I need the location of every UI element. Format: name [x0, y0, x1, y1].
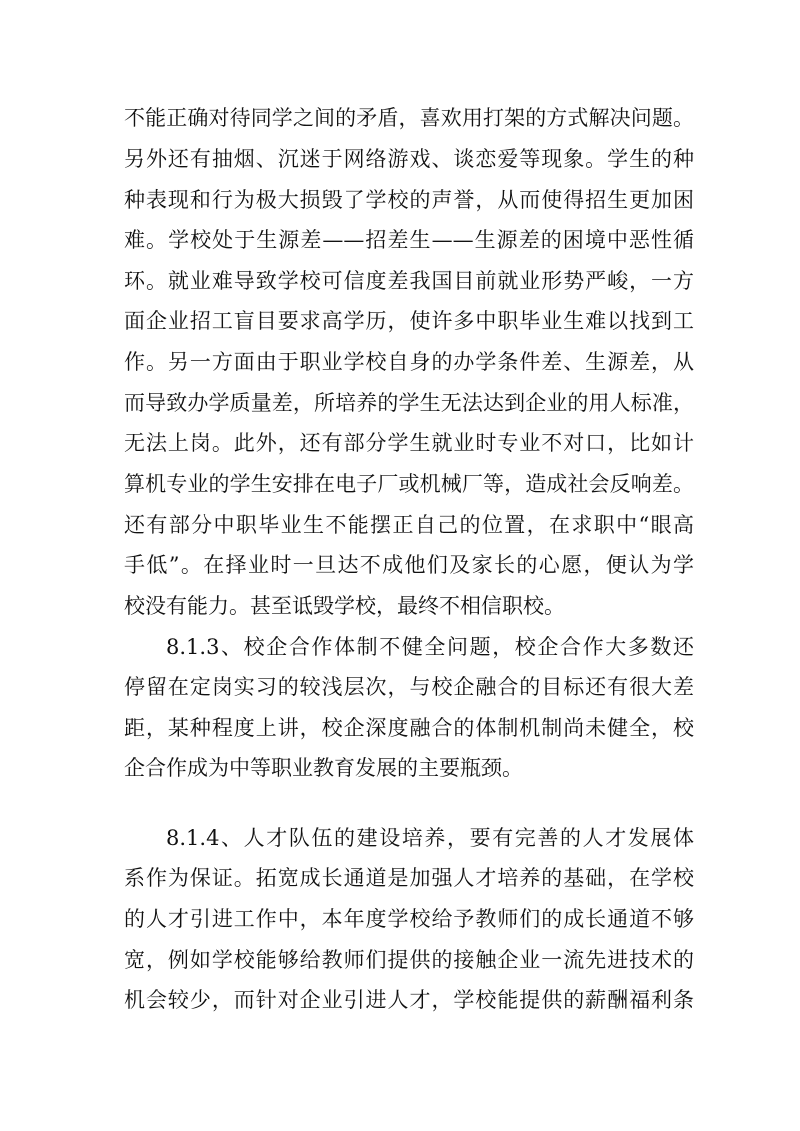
- text-line: 无法上岗。此外，还有部分学生就业时专业不对口，比如计: [124, 431, 694, 455]
- text-line: 算机专业的学生安排在电子厂或机械厂等，造成社会反响差。: [124, 472, 694, 496]
- text-line: 面企业招工盲目要求高学历，使许多中职毕业生难以找到工: [124, 309, 694, 333]
- section-heading-8-1-3: 8.1.3、校企合作体制不健全问题，校企合作大多数还: [166, 635, 694, 659]
- text-line: 机会较少，而针对企业引进人才，学校能提供的薪酬福利条: [124, 988, 694, 1012]
- text-line: 环。就业难导致学校可信度差我国目前就业形势严峻，一方: [124, 269, 694, 293]
- text-line: 校没有能力。甚至诋毁学校，最终不相信职校。: [124, 594, 565, 618]
- text-line: 手低”。在择业时一旦达不成他们及家长的心愿，便认为学: [124, 553, 694, 577]
- text-line: 企合作成为中等职业教育发展的主要瓶颈。: [124, 756, 523, 780]
- text-line: 而导致办学质量差，所培养的学生无法达到企业的用人标准，: [124, 391, 694, 415]
- section-heading-8-1-4: 8.1.4、人才队伍的建设培养，要有完善的人才发展体: [166, 826, 694, 850]
- text-line: 距，某种程度上讲，校企深度融合的体制机制尚未健全，校: [124, 716, 694, 740]
- text-line: 另外还有抽烟、沉迷于网络游戏、谈恋爱等现象。学生的种: [124, 147, 694, 171]
- text-line: 宽，例如学校能够给教师们提供的接触企业一流先进技术的: [124, 948, 694, 972]
- text-line: 难。学校处于生源差——招差生——生源差的困境中恶性循: [124, 228, 694, 252]
- text-line: 作。另一方面由于职业学校自身的办学条件差、生源差，从: [124, 350, 694, 374]
- text-line: 系作为保证。拓宽成长通道是加强人才培养的基础，在学校: [124, 866, 694, 890]
- text-line: 不能正确对待同学之间的矛盾，喜欢用打架的方式解决问题。: [124, 106, 694, 130]
- text-line: 种表现和行为极大损毁了学校的声誉，从而使得招生更加困: [124, 188, 694, 212]
- text-line: 停留在定岗实习的较浅层次，与校企融合的目标还有很大差: [124, 675, 694, 699]
- text-line: 还有部分中职毕业生不能摆正自己的位置，在求职中“眼高: [124, 513, 694, 537]
- text-line: 的人才引进工作中，本年度学校给予教师们的成长通道不够: [124, 907, 694, 931]
